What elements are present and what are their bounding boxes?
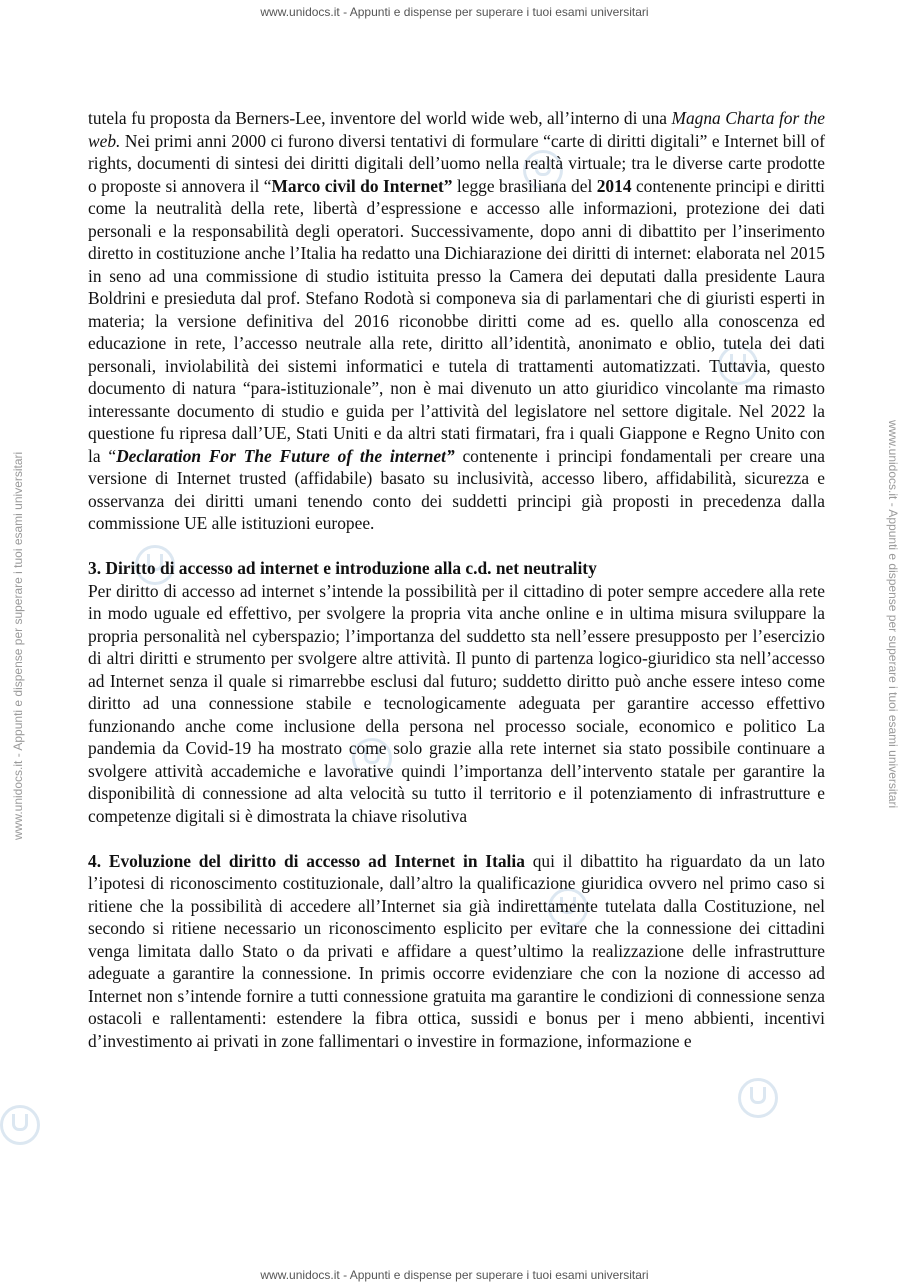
section-3 bbox=[88, 557, 825, 827]
section-4-paragraph bbox=[88, 850, 825, 1053]
intro-text-4: contenente principi e diritti come la neutralità della rete, libertà d’espressione e accesso alle informazioni, protezione dei dati personali e la responsabilità degli operatori. Successivamente, dopo anni di dibattito per l’inserimento diretto in costituzione anche l’Italia ha redatto una Dichiarazione dei diritti di internet: elaborata nel 2015 in seno ad una commissione di studio istituita presso la Camera dei deputati dalla presidente Laura Boldrini e presieduta dal prof. Stefano Rodotà si componeva sia di parlamentari che di giuristi esperti in materia; la versione definitiva del 2016 riconobbe diritti come ad es. quello alla conoscenza ed educazione in rete, l’accesso neutrale alla rete, diritto all’identità, anonimato e oblio, tutela dei dati personali, inviolabilità dei sistemi informatici e tutela di trattamenti automatizzati. Tuttavia, questo documento di natura “para-istituzionale”, non è mai divenuto un atto giuridico vincolante ma rimasto interessante documento di studio e guida per l’attività del legislatore nel settore digitale. Nel 2022 la questione fu ripresa dall’UE, Stati Uniti e da altri stati firmatari, fra i quali Giappone e Regno Unito con la “ bbox=[88, 175, 826, 466]
watermark-banner-bottom: www.unidocs.it - Appunti e dispense per superare i tuoi esami universitari bbox=[260, 1268, 649, 1282]
intro-text-2: Nei primi anni 2000 ci furono diversi tentativi di formulare “carte di diritti digitali” e Internet bill of rights, documenti di sintesi dei diritti digitali dell’uomo nella realtà virtuale; tra le diverse carte prodotte o proposte si annovera il “ bbox=[88, 130, 825, 196]
section-3-heading: 3. Diritto di accesso ad internet e introduzione alla c.d. net neutrality bbox=[88, 558, 597, 578]
intro-text-1: tutela fu proposta da Berners-Lee, inventore del world wide web, all’interno di una bbox=[88, 108, 672, 128]
marco-civil-title: Marco civil do Internet” bbox=[271, 175, 453, 196]
document-body bbox=[88, 107, 825, 1052]
watermark-banner-top: www.unidocs.it - Appunti e dispense per superare i tuoi esami universitari bbox=[260, 5, 649, 19]
section-3-body: Per diritto di accesso ad internet s’intende la possibilità per il cittadino di poter sempre accedere alla rete in modo uguale ed effettivo, per svolgere la propria vita anche online e in ultima misura sviluppare la propria personalità nel cyberspazio; l’importanza del suddetto sta nell’essere presupposto per l’esercizio di altri diritti e strumento per svolgere altre attività. Il punto di partenza logico-giuridico sta nell’accesso ad Internet senza il quale si rimarrebbe esclusi dal futuro; suddetto diritto può anche essere inteso come diritto ad una connessione stabile e tecnologicamente adeguata per garantire accesso effettivo funzionando anche come inclusione della persona nel processo sociale, economico e politico La pandemia da Covid-19 ha mostrato come solo grazie alla rete internet sia stato possibile continuare a svolgere attività accademiche e lavorative quindi l’importanza dell’intervento statale per garantire la disponibilità di connessione ad alta velocità su tutto il territorio e il potenziamento di infrastrutture e competenze digitali si è dimostrata la chiave risolutiva bbox=[88, 580, 825, 826]
section-4 bbox=[88, 850, 825, 1053]
unidocs-logo-icon bbox=[738, 1078, 778, 1118]
magna-charta-title: Magna Charta for the web. bbox=[88, 108, 825, 151]
unidocs-logo-icon bbox=[0, 1105, 40, 1145]
year-2014: 2014 bbox=[596, 175, 632, 196]
intro-paragraph bbox=[88, 107, 825, 535]
declaration-title: Declaration For The Future of the internet” bbox=[116, 445, 455, 466]
section-4-body: qui il dibattito ha riguardato da un lato l’ipotesi di riconoscimento costituzionale, dall’altro la qualificazione giuridica ovvero nel primo caso si ritiene che la possibilità di accedere all’Internet sia già indirettamente tutelata dalla Costituzione, nel secondo si ritiene necessario un riconoscimento esplicito per evitare che la connessione dei cittadini venga limitata dallo Stato o da privati e affidare a quest’ultimo la realizzazione delle infrastrutture adeguate a garantire la connessione. In primis occorre evidenziare che con la nozione di accesso ad Internet non s’intende fornire a tutti connessione gratuita ma garantire le condizioni di connessione senza ostacoli e rallentamenti: estendere la fibra ottica, sussidi e bonus per i meno abbienti, incentivi d’investimento ai privati in zone fallimentari o investire in formazione, informazione e bbox=[88, 850, 825, 1051]
section-4-heading: 4. Evoluzione del diritto di accesso ad Internet in Italia bbox=[88, 850, 525, 871]
watermark-side-right: www.unidocs.it - Appunti e dispense per superare i tuoi esami universitari bbox=[886, 420, 900, 809]
intro-text-3: legge brasiliana del bbox=[452, 175, 597, 196]
intro-text-5: contenente i principi fondamentali per creare una versione di Internet trusted (affidabile) basato su inclusività, accesso libero, affidabilità, sicurezza e osservanza dei diritti umani tenendo conto dei suddetti principi già proposti in precedenza dalla commissione UE alle istituzioni europee. bbox=[88, 445, 826, 533]
watermark-side-left: www.unidocs.it - Appunti e dispense per superare i tuoi esami universitari bbox=[11, 451, 25, 840]
